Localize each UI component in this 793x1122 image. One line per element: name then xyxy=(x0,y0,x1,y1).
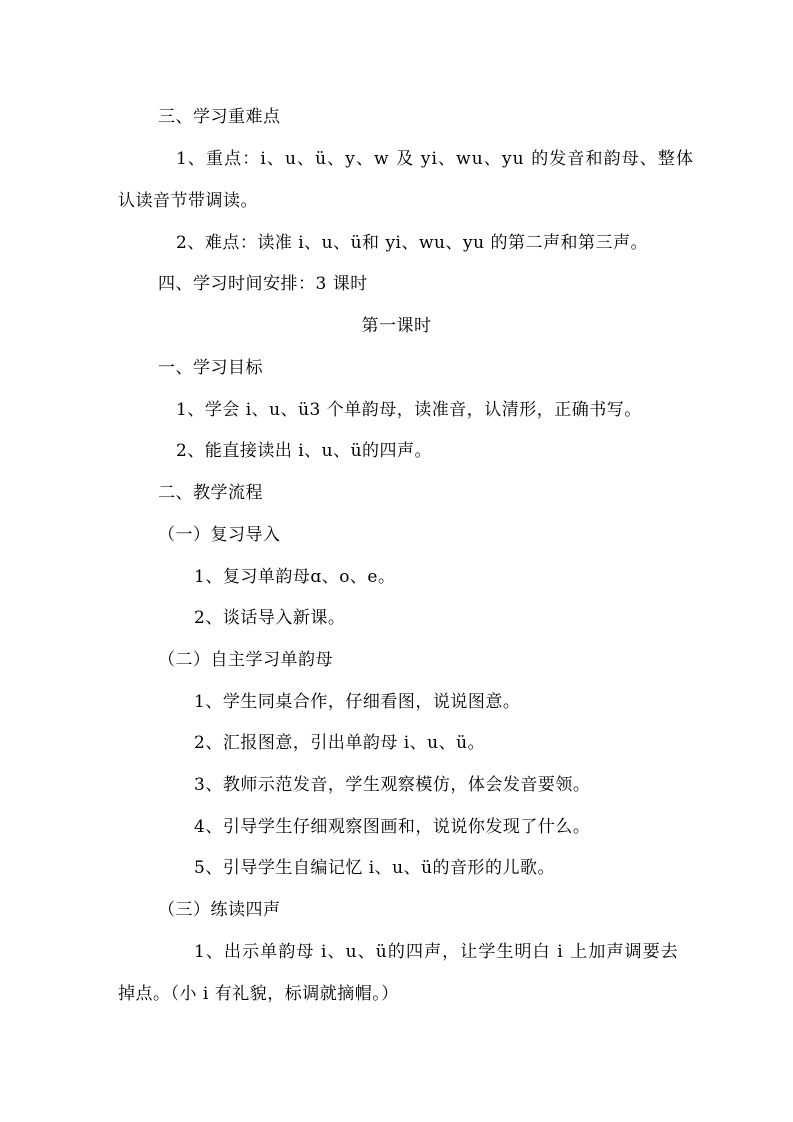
heading-schedule: 四、学习时间安排：3 课时 xyxy=(158,274,368,294)
subheading-self-study: （二）自主学习单韵母 xyxy=(158,650,333,670)
section-title-lesson-1: 第一课时 xyxy=(361,316,432,336)
list-item-study-1: 1、学生同桌合作，仔细看图，说说图意。 xyxy=(194,692,521,712)
paragraph-key-point-1-cont: 认读音节带调读。 xyxy=(118,191,258,211)
paragraph-objective-2: 2、能直接读出 i、u、ü的四声。 xyxy=(176,441,433,461)
list-item-study-4: 4、引导学生仔细观察图画和，说说你发现了什么。 xyxy=(194,817,591,837)
list-item-study-3: 3、教师示范发音，学生观察模仿，体会发音要领。 xyxy=(194,775,591,795)
paragraph-objective-1: 1、学会 i、u、ü3 个单韵母，读准音，认清形，正确书写。 xyxy=(176,400,642,420)
heading-process: 二、教学流程 xyxy=(158,483,263,503)
list-item-review-1: 1、复习单韵母ɑ、o、e。 xyxy=(194,567,396,587)
heading-key-points: 三、学习重难点 xyxy=(158,107,281,127)
list-item-tones-1-cont: 掉点。（小 i 有礼貌，标调就摘帽。） xyxy=(118,984,399,1004)
paragraph-key-point-1: 1、重点：i、u、ü、y、w 及 yi、wu、yu 的发音和韵母、整体 xyxy=(176,149,695,169)
paragraph-key-point-2: 2、难点：读准 i、u、ü和 yi、wu、yu 的第二声和第三声。 xyxy=(176,233,648,253)
list-item-review-2: 2、谈话导入新课。 xyxy=(194,608,346,628)
list-item-study-5: 5、引导学生自编记忆 i、u、ü的音形的儿歌。 xyxy=(194,858,556,878)
list-item-tones-1: 1、出示单韵母 i、u、ü的四声，让学生明白 i 上加声调要去 xyxy=(194,942,679,962)
heading-objectives: 一、学习目标 xyxy=(158,358,263,378)
subheading-review: （一）复习导入 xyxy=(158,525,281,545)
subheading-four-tones: （三）练读四声 xyxy=(158,900,281,920)
list-item-study-2: 2、汇报图意，引出单韵母 i、u、ü。 xyxy=(194,733,486,753)
